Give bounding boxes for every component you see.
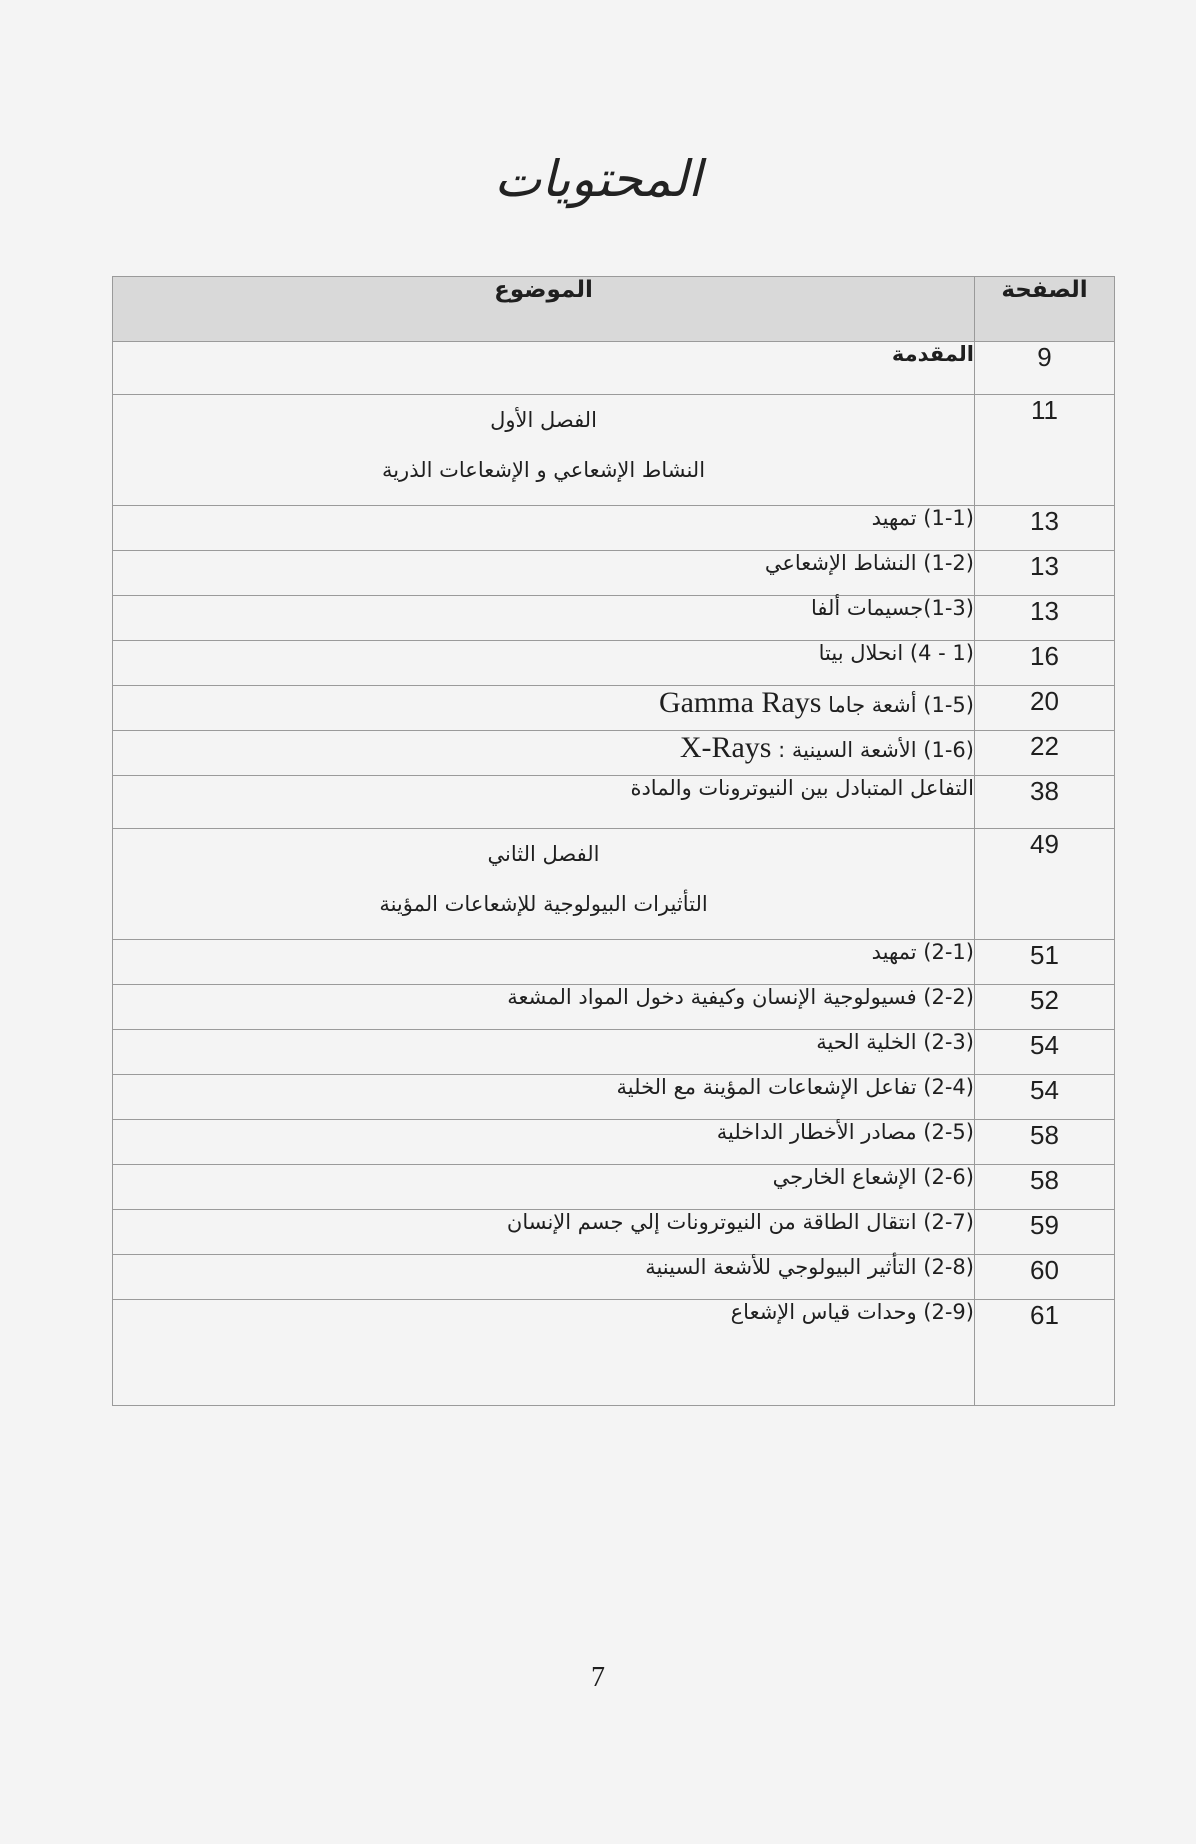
row-topic: (1-2) النشاط الإشعاعي (113, 551, 975, 596)
table-row (113, 1165, 1115, 1210)
table-row (113, 985, 1115, 1030)
table-row (113, 641, 1115, 686)
table-row (113, 1255, 1115, 1300)
chapter-heading (113, 395, 975, 506)
row-topic: (2-5) مصادر الأخطار الداخلية (113, 1120, 975, 1165)
row-topic-english: X-Rays (679, 731, 772, 764)
header-page: الصفحة (975, 277, 1115, 342)
chapter-label: الفصل الأول (490, 408, 597, 432)
table-row (113, 506, 1115, 551)
chapter-heading (113, 829, 975, 940)
chapter-title: التأثيرات البيولوجية للإشعاعات المؤينة (379, 892, 708, 916)
row-page: 11 (975, 395, 1115, 506)
row-topic (113, 731, 975, 776)
table-row (113, 551, 1115, 596)
row-topic-arabic: (1-5) أشعة جاما (828, 693, 974, 717)
row-topic: (1 - 4) انحلال بيتا (113, 641, 975, 686)
table-row (113, 1120, 1115, 1165)
row-topic: (2-2) فسيولوجية الإنسان وكيفية دخول المواد المشعة (113, 985, 975, 1030)
page-title: المحتويات (494, 150, 702, 208)
row-topic: (1-1) تمهيد (113, 506, 975, 551)
row-topic: (2-9) وحدات قياس الإشعاع (113, 1300, 975, 1406)
row-page: 22 (975, 731, 1115, 776)
row-page: 59 (975, 1210, 1115, 1255)
row-page: 54 (975, 1075, 1115, 1120)
row-topic-english: Gamma Rays (658, 686, 822, 719)
row-page: 9 (975, 342, 1115, 395)
row-topic: التفاعل المتبادل بين النيوترونات والمادة (113, 776, 975, 829)
row-page: 51 (975, 940, 1115, 985)
table-row-chapter (113, 395, 1115, 506)
row-page: 58 (975, 1165, 1115, 1210)
row-page: 13 (975, 506, 1115, 551)
row-topic: (2-6) الإشعاع الخارجي (113, 1165, 975, 1210)
row-page: 52 (975, 985, 1115, 1030)
row-page: 38 (975, 776, 1115, 829)
table-header-row (113, 277, 1115, 342)
row-topic (113, 686, 975, 731)
table-row (113, 940, 1115, 985)
row-page: 61 (975, 1300, 1115, 1406)
page-number: 7 (591, 1662, 605, 1693)
row-page: 16 (975, 641, 1115, 686)
table-row (113, 1300, 1115, 1406)
row-topic: (2-4) تفاعل الإشعاعات المؤينة مع الخلية (113, 1075, 975, 1120)
row-topic: (2-1) تمهيد (113, 940, 975, 985)
row-topic: المقدمة (113, 342, 975, 395)
row-page: 58 (975, 1120, 1115, 1165)
header-topic: الموضوع (113, 277, 975, 342)
row-page: 49 (975, 829, 1115, 940)
table-row (113, 686, 1115, 731)
row-page: 20 (975, 686, 1115, 731)
table-row-chapter (113, 829, 1115, 940)
table-row (113, 1075, 1115, 1120)
row-topic: (2-8) التأثير البيولوجي للأشعة السينية (113, 1255, 975, 1300)
table-row (113, 1030, 1115, 1075)
table-row (113, 342, 1115, 395)
table-row (113, 731, 1115, 776)
table-row (113, 776, 1115, 829)
table-row (113, 596, 1115, 641)
row-page: 54 (975, 1030, 1115, 1075)
row-page: 13 (975, 596, 1115, 641)
row-topic: (2-3) الخلية الحية (113, 1030, 975, 1075)
row-topic-arabic: (1-6) الأشعة السينية : (778, 738, 974, 762)
row-page: 60 (975, 1255, 1115, 1300)
row-page: 13 (975, 551, 1115, 596)
row-topic: (2-7) انتقال الطاقة من النيوترونات إلي جسم الإنسان (113, 1210, 975, 1255)
chapter-label: الفصل الثاني (487, 842, 600, 866)
table-row (113, 1210, 1115, 1255)
row-topic: (1-3)جسيمات ألفا (113, 596, 975, 641)
contents-table (112, 276, 1115, 1406)
chapter-title: النشاط الإشعاعي و الإشعاعات الذرية (381, 458, 706, 482)
